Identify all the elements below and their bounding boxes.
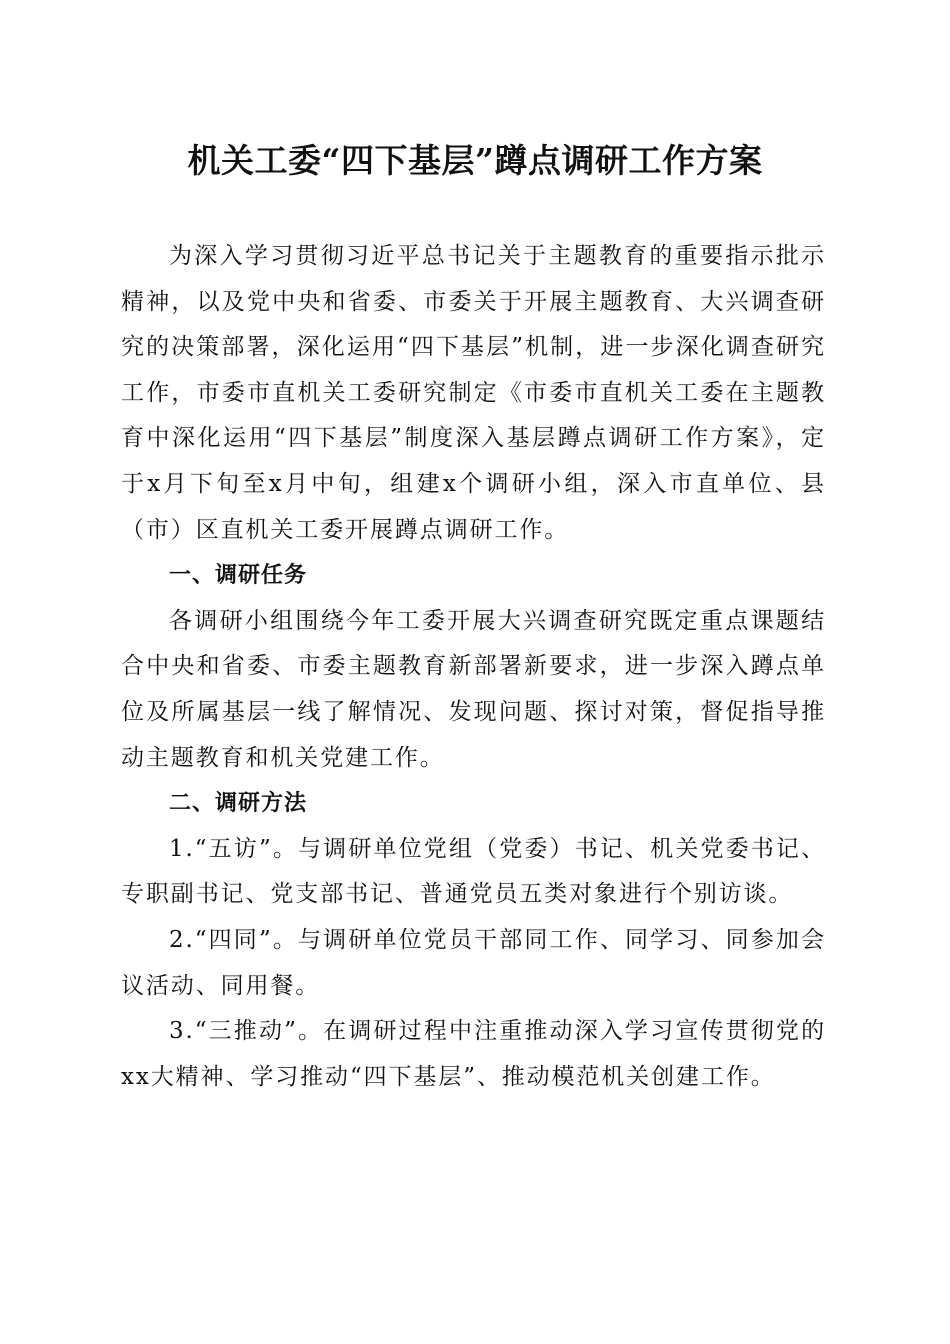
method-item-four-togethers: 2.“四同”。与调研单位党员干部同工作、同学习、同参加会议活动、同用餐。 <box>121 926 826 999</box>
section-heading-research-methods: 二、调研方法 <box>169 791 308 817</box>
method-item-five-visits: 1.“五访”。与调研单位党组（党委）书记、机关党委书记、专职副书记、党支部书记、普通党员五类对象进行个别访谈。 <box>121 835 826 908</box>
research-tasks-paragraph: 各调研小组围绕今年工委开展大兴调查研究既定重点课题结合中央和省委、市委主题教育新部署新要求，进一步深入蹲点单位及所属基层一线了解情况、发现问题、探讨对策，督促指导推动主题教育和机关党建工作。 <box>121 607 826 771</box>
document-title: 机关工委“四下基层”蹲点调研工作方案 <box>187 141 763 180</box>
method-item-three-promotions: 3.“三推动”。在调研过程中注重推动深入学习宣传贯彻党的xx大精神、学习推动“四下基层”、推动模范机关创建工作。 <box>121 1018 826 1090</box>
intro-paragraph: 为深入学习贯彻习近平总书记关于主题教育的重要指示批示精神，以及党中央和省委、市委关于开展主题教育、大兴调查研究的决策部署，深化运用“四下基层”机制，进一步深化调查研究工作，市委市直机关工委研究制定《市委市直机关工委在主题教育中深化运用“四下基层”制度深入基层蹲点调研工作方案》，定于x月下旬至x月中旬，组建x个调研小组，深入市直单位、县（市）区直机关工委开展蹲点调研工作。 <box>121 243 826 543</box>
document-body <box>121 234 826 1100</box>
section-heading-research-tasks: 一、调研任务 <box>169 563 308 589</box>
